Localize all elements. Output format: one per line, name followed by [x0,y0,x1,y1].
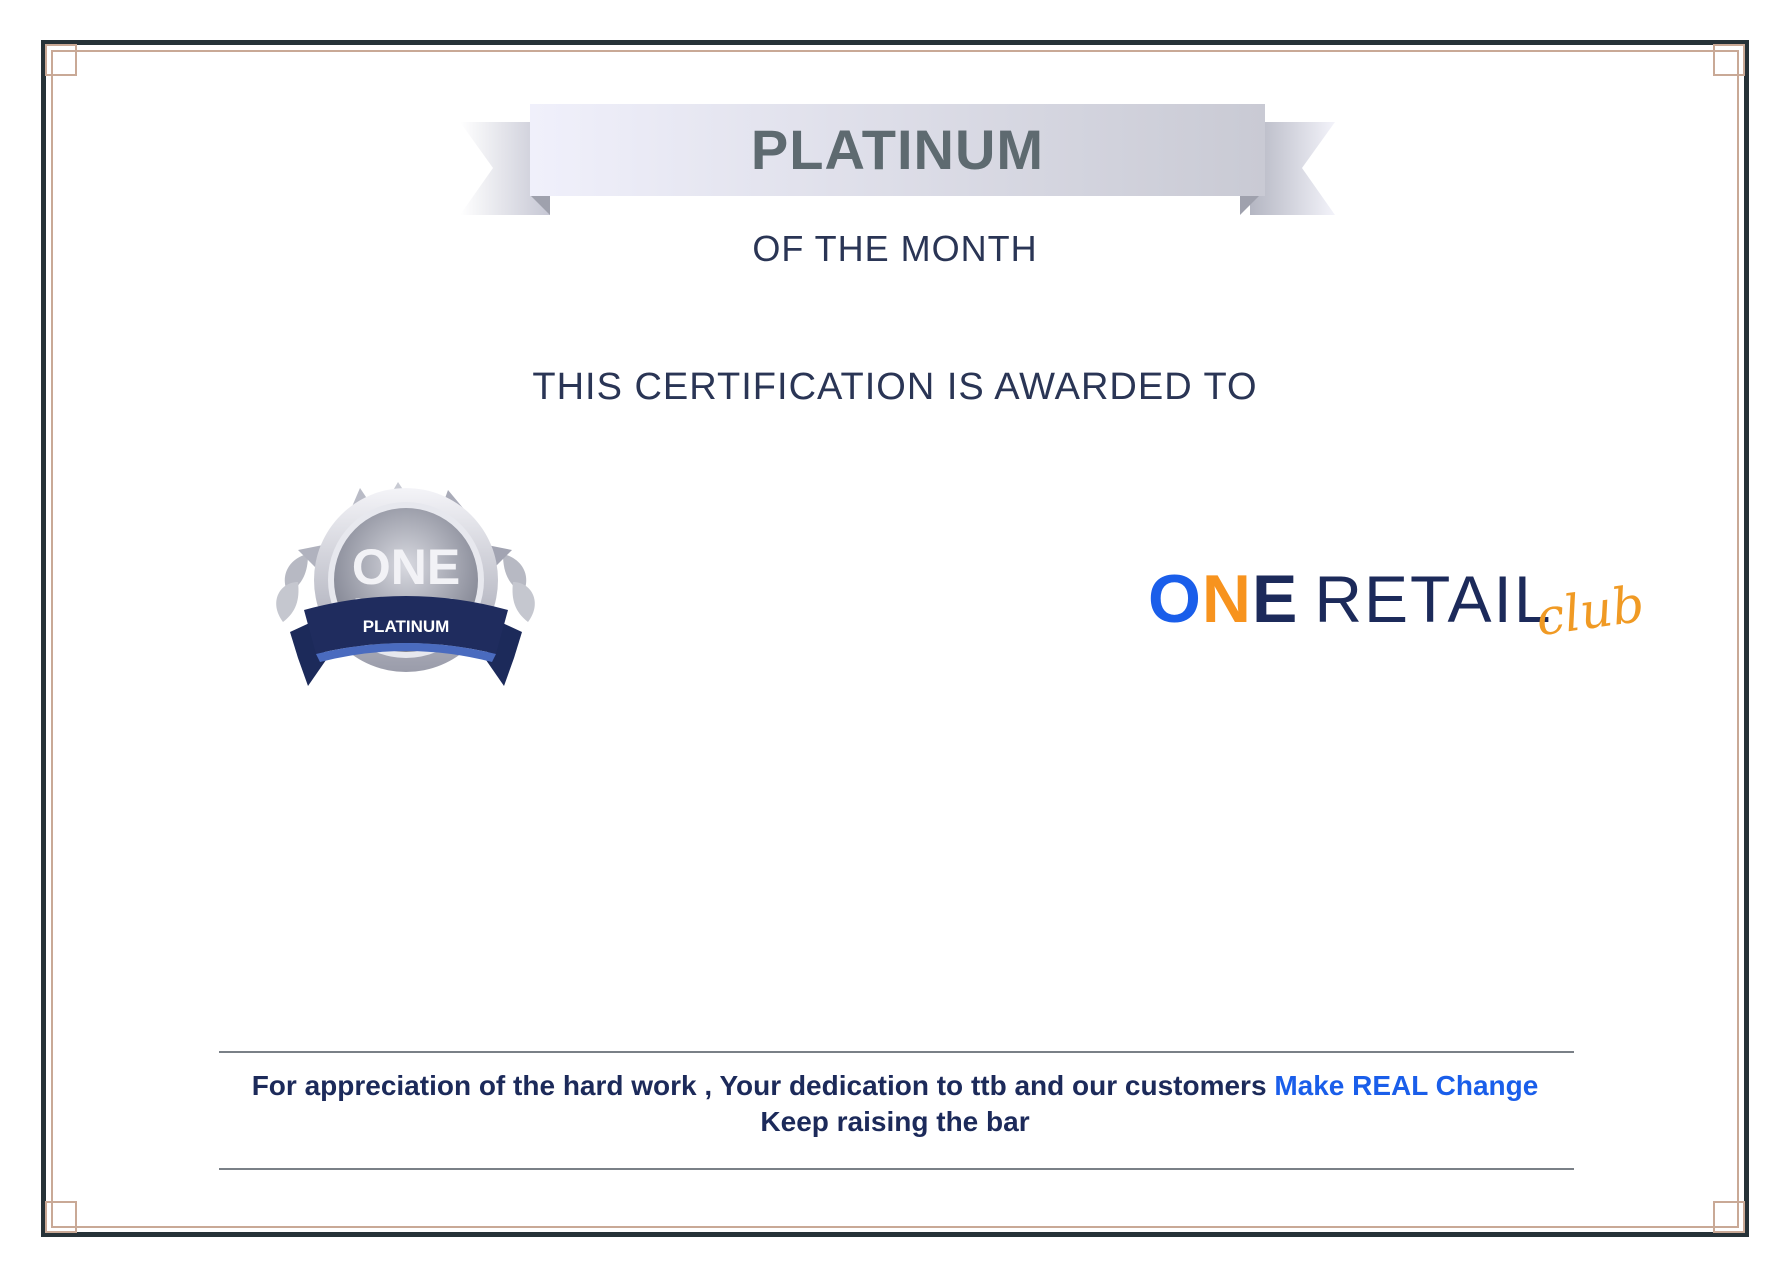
platinum-badge-seal [268,482,548,702]
footer-accent-text: Make REAL Change [1274,1070,1539,1101]
footer-rule-bottom [219,1168,1574,1170]
badge-brand-text: ONE [351,539,461,595]
badge-tier-text: PLATINUM [362,617,450,636]
ribbon-title: PLATINUM [750,118,1045,181]
corner-ornament-bottom-left [45,1201,77,1233]
logo-club-script: club [1532,574,1648,648]
footer-rule-top [219,1051,1574,1053]
logo-retail-wordmark: RETAIL [1314,562,1553,636]
corner-ornament-top-left [45,44,77,76]
awarded-to-heading: THIS CERTIFICATION IS AWARDED TO [532,366,1258,408]
footer-line-1 [0,1070,1790,1102]
corner-ornament-top-right [1713,44,1745,76]
footer-appreciation-text: For appreciation of the hard work , Your dedication to ttb and our customers [251,1070,1267,1101]
subtitle: OF THE MONTH [752,228,1038,269]
logo-one-wordmark: ONE [1148,561,1299,637]
one-retail-club-logo [1148,560,1648,648]
corner-ornament-bottom-right [1713,1201,1745,1233]
footer-line-2: Keep raising the bar [760,1106,1030,1137]
